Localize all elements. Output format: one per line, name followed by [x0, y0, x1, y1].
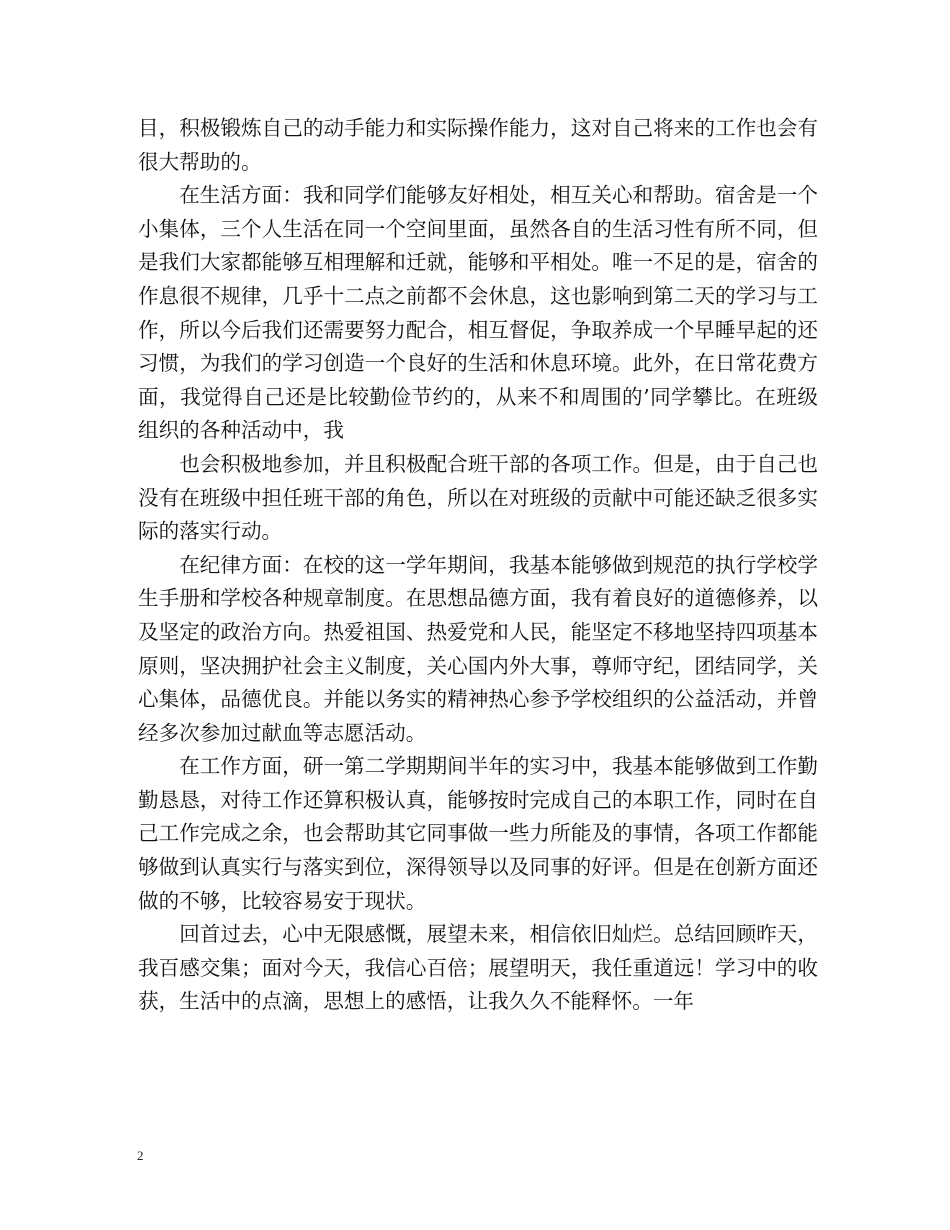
- page-number: 2: [137, 1148, 144, 1163]
- paragraph-work: 在工作方面，研一第二学期期间半年的实习中，我基本能够做到工作勤勤恳恳，对待工作还算积极认真，能够按时完成自己的本职工作，同时在自己工作完成之余，也会帮助其它同事做一些力所能及的事情，各项工作都能够做到认真实行与落实到位，深得领导以及同事的好评。但是在创新方面还做的不够，比较容易安于现状。: [138, 754, 818, 913]
- paragraph-continuation: 目，积极锻炼自己的动手能力和实际操作能力，这对自己将来的工作也会有很大帮助的。: [138, 116, 818, 174]
- document-body: [138, 112, 818, 1019]
- paragraph-retrospect: 回首过去，心中无限感慨，展望未来，相信依旧灿烂。总结回顾昨天，我百感交集；面对今天，我信心百倍；展望明天，我任重道远！学习中的收获，生活中的点滴，思想上的感悟，让我久久不能释怀。一年: [138, 922, 818, 1014]
- paragraph-life: 在生活方面：我和同学们能够友好相处，相互关心和帮助。宿舍是一个小集体，三个人生活在同一个空间里面，虽然各自的生活习性有所不同，但是我们大家都能够互相理解和迁就，能够和平相处。唯一不足的是，宿舍的作息很不规律，几乎十二点之前都不会休息，这也影响到第二天的学习与工作，所以今后我们还需要努力配合，相互督促，争取养成一个早睡早起的还习惯，为我们的学习创造一个良好的生活和休息环境。此外，在日常花费方面，我觉得自己还是比较勤俭节约的，从来不和周围的’同学攀比。在班级组织的各种活动中，我: [138, 183, 818, 443]
- paragraph-discipline: 在纪律方面：在校的这一学年期间，我基本能够做到规范的执行学校学生手册和学校各种规章制度。在思想品德方面，我有着良好的道德修养，以及坚定的政治方向。热爱祖国、热爱党和人民，能坚定不移地坚持四项基本原则，坚决拥护社会主义制度，关心国内外大事，尊师守纪，团结同学，关心集体，品德优良。并能以务实的精神热心参予学校组织的公益活动，并曾经多次参加过献血等志愿活动。: [138, 552, 818, 745]
- paragraph-class-activities: 也会积极地参加，并且积极配合班干部的各项工作。但是，由于自己也没有在班级中担任班干部的角色，所以在对班级的贡献中可能还缺乏很多实际的落实行动。: [138, 451, 818, 544]
